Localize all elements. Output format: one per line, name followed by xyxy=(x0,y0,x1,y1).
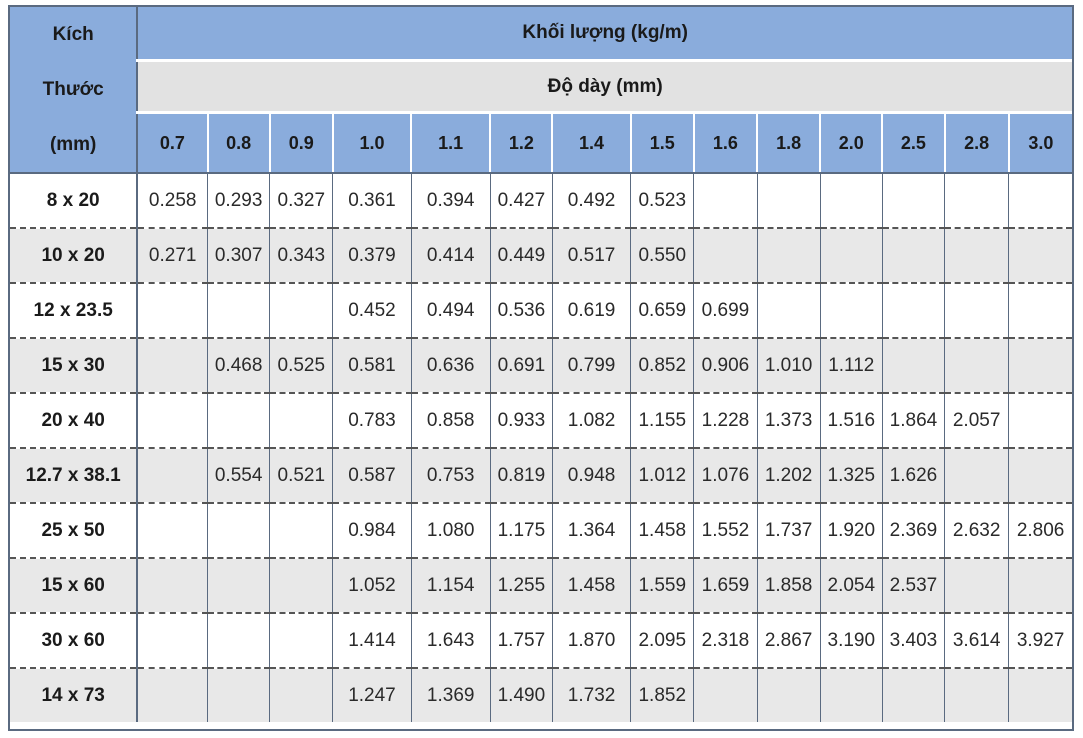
weight-cell: 1.737 xyxy=(757,503,820,558)
weight-cell xyxy=(694,173,757,228)
weight-cell: 1.373 xyxy=(757,393,820,448)
weight-cell xyxy=(208,283,270,338)
size-cell: 8 x 20 xyxy=(10,173,137,228)
weight-cell xyxy=(208,558,270,613)
size-cell: 15 x 60 xyxy=(10,558,137,613)
weight-cell xyxy=(945,173,1009,228)
weight-cell: 1.852 xyxy=(631,668,694,722)
thickness-header-cell: 1.4 xyxy=(552,113,630,174)
weight-cell: 0.636 xyxy=(411,338,490,393)
weight-cell: 2.057 xyxy=(945,393,1009,448)
weight-cell: 0.536 xyxy=(490,283,552,338)
weight-cell: 1.516 xyxy=(820,393,882,448)
weight-cell: 2.318 xyxy=(694,613,757,668)
weight-cell: 1.052 xyxy=(333,558,411,613)
table-row xyxy=(10,503,1072,558)
weight-cell xyxy=(270,558,333,613)
weight-cell: 1.552 xyxy=(694,503,757,558)
weight-cell: 1.732 xyxy=(552,668,630,722)
weight-cell: 1.175 xyxy=(490,503,552,558)
weight-cell: 0.523 xyxy=(631,173,694,228)
table-row xyxy=(10,558,1072,613)
weight-cell: 0.427 xyxy=(490,173,552,228)
table-row xyxy=(10,228,1072,283)
weight-cell: 1.870 xyxy=(552,613,630,668)
weight-cell xyxy=(137,613,207,668)
size-cell: 14 x 73 xyxy=(10,668,137,722)
size-header-line: (mm) xyxy=(49,134,97,155)
weight-cell xyxy=(137,558,207,613)
thickness-header-cell: 1.5 xyxy=(631,113,694,174)
weight-cell xyxy=(208,393,270,448)
weight-cell: 3.403 xyxy=(882,613,944,668)
weight-cell xyxy=(137,503,207,558)
weight-cell: 1.458 xyxy=(552,558,630,613)
weight-cell: 1.202 xyxy=(757,448,820,503)
weight-cell: 1.080 xyxy=(411,503,490,558)
weight-cell: 0.933 xyxy=(490,393,552,448)
weight-cell: 0.783 xyxy=(333,393,411,448)
weight-cell: 1.247 xyxy=(333,668,411,722)
weight-cell: 0.858 xyxy=(411,393,490,448)
weight-cell: 1.757 xyxy=(490,613,552,668)
weight-cell: 1.369 xyxy=(411,668,490,722)
weight-cell xyxy=(270,283,333,338)
table-title: Khối lượng (kg/m) xyxy=(137,7,1072,61)
weight-cell: 0.554 xyxy=(208,448,270,503)
table-row xyxy=(10,283,1072,338)
weight-cell: 1.458 xyxy=(631,503,694,558)
weight-cell: 2.537 xyxy=(882,558,944,613)
weight-cell xyxy=(945,338,1009,393)
thickness-header-cell: 1.0 xyxy=(333,113,411,174)
weight-cell: 1.858 xyxy=(757,558,820,613)
thickness-header-cell: 1.2 xyxy=(490,113,552,174)
weight-cell: 0.619 xyxy=(552,283,630,338)
weight-cell xyxy=(757,668,820,722)
weight-cell xyxy=(1009,173,1072,228)
weight-cell: 0.948 xyxy=(552,448,630,503)
weight-cell xyxy=(820,173,882,228)
thickness-header-cell: 1.8 xyxy=(757,113,820,174)
weight-cell: 2.632 xyxy=(945,503,1009,558)
weight-cell xyxy=(208,503,270,558)
weight-cell xyxy=(1009,228,1072,283)
weight-cell: 0.691 xyxy=(490,338,552,393)
thickness-header-cell: 2.0 xyxy=(820,113,882,174)
weight-cell xyxy=(1009,393,1072,448)
steel-weight-table xyxy=(10,7,1072,722)
weight-cell xyxy=(882,283,944,338)
weight-cell: 1.012 xyxy=(631,448,694,503)
weight-cell: 1.076 xyxy=(694,448,757,503)
table-body xyxy=(10,173,1072,722)
weight-cell xyxy=(820,283,882,338)
weight-cell: 0.517 xyxy=(552,228,630,283)
weight-cell xyxy=(270,613,333,668)
weight-cell xyxy=(757,283,820,338)
weight-cell xyxy=(137,393,207,448)
weight-cell xyxy=(137,668,207,722)
weight-cell xyxy=(945,448,1009,503)
weight-cell xyxy=(270,668,333,722)
thickness-header-cell: 0.7 xyxy=(137,113,207,174)
weight-cell: 1.920 xyxy=(820,503,882,558)
weight-cell: 0.581 xyxy=(333,338,411,393)
table-header xyxy=(10,7,1072,173)
size-header-line: Kích xyxy=(52,24,94,45)
table-row xyxy=(10,448,1072,503)
table-subtitle: Độ dày (mm) xyxy=(137,61,1072,113)
weight-cell xyxy=(137,338,207,393)
weight-cell: 0.449 xyxy=(490,228,552,283)
weight-cell: 3.614 xyxy=(945,613,1009,668)
weight-table-container xyxy=(8,5,1074,731)
weight-cell: 1.559 xyxy=(631,558,694,613)
weight-cell: 0.492 xyxy=(552,173,630,228)
table-row xyxy=(10,173,1072,228)
weight-cell xyxy=(270,503,333,558)
weight-cell: 1.325 xyxy=(820,448,882,503)
weight-cell xyxy=(137,283,207,338)
weight-cell xyxy=(694,228,757,283)
weight-cell: 0.906 xyxy=(694,338,757,393)
thickness-header-row xyxy=(10,113,1072,174)
table-row xyxy=(10,613,1072,668)
weight-cell: 0.550 xyxy=(631,228,694,283)
weight-cell: 0.452 xyxy=(333,283,411,338)
weight-cell: 1.414 xyxy=(333,613,411,668)
size-cell: 12.7 x 38.1 xyxy=(10,448,137,503)
weight-cell: 1.364 xyxy=(552,503,630,558)
weight-cell: 1.154 xyxy=(411,558,490,613)
weight-cell: 1.010 xyxy=(757,338,820,393)
weight-cell: 3.927 xyxy=(1009,613,1072,668)
size-cell: 30 x 60 xyxy=(10,613,137,668)
size-cell: 20 x 40 xyxy=(10,393,137,448)
weight-cell: 2.806 xyxy=(1009,503,1072,558)
weight-cell: 0.414 xyxy=(411,228,490,283)
weight-cell: 0.258 xyxy=(137,173,207,228)
weight-cell xyxy=(820,228,882,283)
thickness-header-cell: 3.0 xyxy=(1009,113,1072,174)
thickness-header-cell: 2.5 xyxy=(882,113,944,174)
weight-cell xyxy=(945,668,1009,722)
weight-cell: 2.054 xyxy=(820,558,882,613)
weight-cell xyxy=(945,228,1009,283)
table-row xyxy=(10,338,1072,393)
table-row xyxy=(10,393,1072,448)
weight-cell: 1.864 xyxy=(882,393,944,448)
weight-cell xyxy=(945,283,1009,338)
weight-cell: 0.494 xyxy=(411,283,490,338)
weight-cell: 3.190 xyxy=(820,613,882,668)
weight-cell: 1.112 xyxy=(820,338,882,393)
weight-cell: 0.852 xyxy=(631,338,694,393)
weight-cell: 0.271 xyxy=(137,228,207,283)
weight-cell: 1.490 xyxy=(490,668,552,722)
weight-cell xyxy=(1009,558,1072,613)
weight-cell xyxy=(820,668,882,722)
thickness-header-cell: 0.9 xyxy=(270,113,333,174)
weight-cell xyxy=(270,393,333,448)
weight-cell xyxy=(694,668,757,722)
size-column-header xyxy=(10,7,137,173)
weight-cell: 1.228 xyxy=(694,393,757,448)
weight-cell: 1.659 xyxy=(694,558,757,613)
weight-cell xyxy=(882,338,944,393)
weight-cell xyxy=(1009,283,1072,338)
weight-cell: 0.587 xyxy=(333,448,411,503)
weight-cell: 0.394 xyxy=(411,173,490,228)
size-cell: 10 x 20 xyxy=(10,228,137,283)
weight-cell xyxy=(1009,338,1072,393)
weight-cell xyxy=(882,173,944,228)
weight-cell: 1.155 xyxy=(631,393,694,448)
weight-cell: 0.521 xyxy=(270,448,333,503)
weight-cell: 0.293 xyxy=(208,173,270,228)
weight-cell xyxy=(757,173,820,228)
weight-cell: 0.753 xyxy=(411,448,490,503)
weight-cell: 0.468 xyxy=(208,338,270,393)
size-cell: 25 x 50 xyxy=(10,503,137,558)
weight-cell xyxy=(882,668,944,722)
size-cell: 12 x 23.5 xyxy=(10,283,137,338)
weight-cell xyxy=(1009,448,1072,503)
weight-cell: 1.255 xyxy=(490,558,552,613)
weight-cell: 0.307 xyxy=(208,228,270,283)
weight-cell xyxy=(208,668,270,722)
weight-cell: 2.369 xyxy=(882,503,944,558)
weight-cell xyxy=(757,228,820,283)
weight-cell: 2.867 xyxy=(757,613,820,668)
weight-cell: 0.984 xyxy=(333,503,411,558)
weight-cell xyxy=(137,448,207,503)
table-row xyxy=(10,668,1072,722)
weight-cell: 1.082 xyxy=(552,393,630,448)
thickness-header-cell: 1.6 xyxy=(694,113,757,174)
size-header-line: Thước xyxy=(42,79,104,100)
weight-cell: 0.699 xyxy=(694,283,757,338)
thickness-header-cell: 1.1 xyxy=(411,113,490,174)
weight-cell: 0.525 xyxy=(270,338,333,393)
weight-cell xyxy=(882,228,944,283)
size-cell: 15 x 30 xyxy=(10,338,137,393)
thickness-header-cell: 2.8 xyxy=(945,113,1009,174)
weight-cell: 1.643 xyxy=(411,613,490,668)
weight-cell: 0.361 xyxy=(333,173,411,228)
weight-cell xyxy=(945,558,1009,613)
weight-cell: 1.626 xyxy=(882,448,944,503)
weight-cell: 0.343 xyxy=(270,228,333,283)
weight-cell xyxy=(1009,668,1072,722)
weight-cell: 2.095 xyxy=(631,613,694,668)
weight-cell: 0.327 xyxy=(270,173,333,228)
thickness-header-cell: 0.8 xyxy=(208,113,270,174)
weight-cell: 0.819 xyxy=(490,448,552,503)
weight-cell: 0.799 xyxy=(552,338,630,393)
weight-cell: 0.659 xyxy=(631,283,694,338)
weight-cell xyxy=(208,613,270,668)
weight-cell: 0.379 xyxy=(333,228,411,283)
